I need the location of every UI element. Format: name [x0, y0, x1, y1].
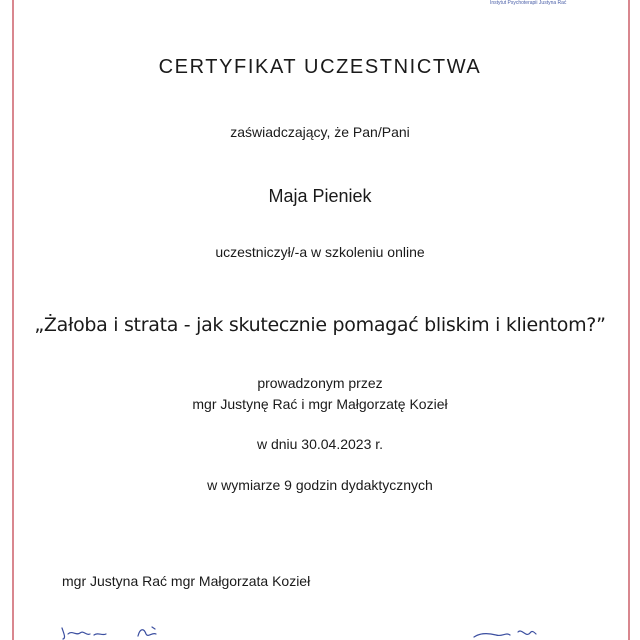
intro-text: zaświadczający, że Pan/Pani — [230, 124, 410, 140]
signature-malgorzata-koziel — [470, 626, 540, 640]
institute-logo-text: Instytut Psychoterapii Justyna Rać — [490, 0, 567, 6]
course-title: „Żałoba i strata - jak skutecznie pomagać bliskim i klientom?” — [34, 314, 606, 336]
participation-text: uczestniczył/-a w szkoleniu online — [215, 244, 425, 260]
participant-name: Maja Pieniek — [268, 186, 372, 206]
date-text: w dniu 30.04.2023 r. — [256, 436, 384, 452]
signatories-names: mgr Justyna Rać mgr Małgorzata Kozieł — [62, 573, 311, 589]
led-by-label: prowadzonym przez — [257, 375, 383, 391]
certificate-title: CERTYFIKAT UCZESTNICTWA — [158, 56, 482, 78]
signature-justyna-rac — [58, 624, 178, 640]
hours-text: w wymiarze 9 godzin dydaktycznych — [207, 477, 433, 493]
trainers-text: mgr Justynę Rać i mgr Małgorzatę Kozieł — [192, 396, 448, 412]
